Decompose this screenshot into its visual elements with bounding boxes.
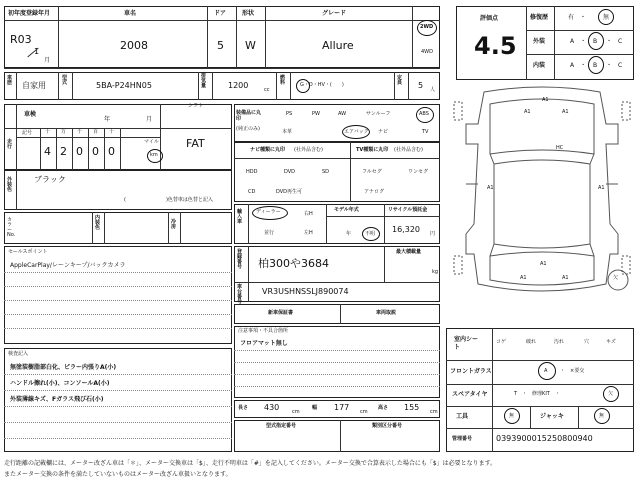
spare-tire-options: T ・ 修理KIT ・ [514,391,560,397]
tv-header: TV種類に丸印 [356,147,389,153]
jack-label: ジャッキ [540,413,564,420]
shift-label: シフト [188,103,204,109]
navi-sub: (社外品含む) [294,147,323,153]
seat-item-3: 穴 [584,339,590,345]
tools-label: 工具 [456,413,469,420]
digit-header-2: 千 [77,129,83,135]
km-unit: km [150,152,158,158]
model-value: 5BA-P24HN05 [96,81,152,90]
row2-box [4,72,440,100]
height-unit: cm [430,409,438,415]
vehicle-label: 車歴 [7,75,13,86]
displacement-value: 1200 [228,81,249,90]
warranty-box [234,304,440,324]
management-value: 0393900015250800940 [496,434,593,443]
footer-line-2: またメーター交換の条件を満たしていないものはメーター改ざん車扱いとなります。 [4,471,232,478]
equipment-sunroof: サンルーフ [366,111,391,117]
interior-options: A ・ [570,62,587,69]
inspection-year-unit: 年 [104,116,111,123]
equipment-airbag: エアバック [344,129,369,135]
inspection-month-unit: 月 [146,116,153,123]
equipment-pw: PW [312,111,320,117]
capacity-label: 定員 [397,75,403,86]
import-left: 左H [304,230,313,236]
height-label: 高さ [378,405,389,411]
width-value: 177 [334,403,350,412]
recycle-label: リサイクル預託金 [388,207,428,213]
footer-line-1: 走行距離の記載欄には、メーター改ざん車は「＊」、メーター交換車は「$」、走行不明車は「#」を記入してください。メーター交換で合算表示した場合にも「$」は必要となります。 [4,460,497,467]
first-reg-label: 初年度登録年月 [8,10,51,17]
grade-label: グレード [322,10,347,17]
equipment-tv: TV [422,129,429,135]
type-class-box [234,420,440,452]
diagram-hc: HC [556,145,564,151]
navi-cd: CD [248,189,256,195]
drive-2wd: 2WD [420,24,434,30]
diagram-mark-6: A1 [520,275,527,281]
length-label: 長さ [238,405,249,411]
front-glass-label: フロントガラス [450,368,492,375]
interior-color-label: 内装色 [95,215,101,231]
equipment-label: 装備品に丸印 [236,110,262,122]
inspector-line-1: ハンドル擦れ(小)、コンソールA(小) [10,380,110,387]
mileage-digit-0: 4 [44,145,51,158]
front-glass-options: ・ ×要交 [560,368,585,374]
tv-analog: アナログ [364,189,385,195]
recycle-value: 16,320 [392,225,420,234]
class-label: 類別区分番号 [372,423,403,429]
repair-label: 修復歴 [530,14,549,21]
equipment-aw: AW [338,111,347,117]
interior-tail: ・ C [606,62,623,69]
width-label: 幅 [312,405,318,411]
navi-hdd: HDD [246,169,258,175]
diagram-mark-5: A1 [540,261,547,267]
tv-sub: (社外品含む) [394,147,423,153]
model-year-unit: 年 [346,231,352,237]
shape-label: 形状 [242,10,255,17]
notes-line-0: フロアマット無し [240,340,288,347]
length-unit: cm [292,409,300,415]
digit-header-1: 万 [61,129,67,135]
equipment-ps: PS [286,111,293,117]
import-dealer: ディーラー [256,209,281,215]
person-unit: 人 [430,87,436,93]
width-unit: cm [360,409,368,415]
registration-label: 登録番号 [237,249,243,270]
capacity-value: 5 [418,81,424,90]
seat-item-2: 汚れ [554,339,565,345]
car-diagram [444,84,640,322]
car-name: 2008 [120,39,148,52]
shift-value: FAT [186,137,205,150]
cold-label: 冷房 [171,219,177,230]
doors-label: ドア [214,10,226,17]
mileage-label: 走行 [7,139,13,150]
mileage-digit-1: 2 [60,145,67,158]
sales-point-label: セールスポイント [8,249,48,255]
import-label: 輸入車 [237,209,243,225]
grade-value: Allure [322,39,354,52]
import-parallel: 並行 [264,230,275,236]
type-label: 型式指定番号 [266,423,297,429]
spare-tire-selected: 欠 [608,391,614,397]
equipment-sub: (純正のみ) [236,126,260,132]
navi-header: ナビ種類に丸印 [250,147,286,153]
month-unit: 月 [44,57,51,64]
equipment-leather: 本革 [282,129,293,135]
score-label: 評価点 [480,15,499,22]
diagram-mark-1: A1 [524,109,531,115]
model-year-label: モデル年式 [334,207,359,213]
repair-selected: 無 [603,14,610,21]
cc-unit: cc [264,87,270,93]
first-reg-year: R03 [10,33,32,46]
jack-selected: 無 [599,413,605,419]
warranty-label: 新車保証書 [268,310,294,316]
tv-fullseg: フルセグ [362,169,382,175]
yen-unit: 円 [430,231,436,237]
kg-unit: kg [432,269,439,275]
navi-sd: SD [322,169,330,175]
equipment-navi: ナビ [378,129,389,135]
management-label: 管理番号 [452,436,473,442]
fuel-value: G・D・HV・( ) [300,82,344,88]
registration-value: 柏300や3684 [258,257,329,270]
color-label: 外装色 [7,177,13,193]
car-name-label: 車名 [124,10,137,17]
sales-point-line-0: AppleCarPlay/レーンキープ/バックカメラ [10,262,126,269]
chassis-label: 車台番号 [237,284,243,305]
equipment-abs: ABS [419,111,429,117]
tools-selected: 無 [509,413,515,419]
score-value: 4.5 [474,32,517,60]
chassis-value: VR3USHNSSLJ890074 [262,287,349,296]
manual-label: 車両取説 [376,310,397,316]
diagram-mark-7: A1 [562,275,569,281]
color-note: ( )色替車は色替と記入 [124,197,213,203]
interior-label: 内装 [533,62,546,69]
interior-selected: B [593,62,598,69]
diagram-missing: 欠 [613,275,619,281]
exterior-options: A ・ [570,38,587,45]
interior-seat-label: 室内シート [454,336,479,351]
inspector-line-0: 無塗装樹脂部白化、ピラー内張りA(小) [10,364,117,371]
digit-header-0: 十 [45,129,51,135]
repair-options: 有 ・ [568,14,587,21]
sales-point-box [4,246,232,344]
diagram-mark-2: A1 [562,109,569,115]
inspector-label: 検査記入 [8,351,29,357]
max-load-label: 最大積載量 [396,249,422,255]
digit-header-4: 十 [109,129,115,135]
navi-dvd-play: DVD再生可 [276,189,303,195]
shape-value: W [245,39,256,52]
height-value: 155 [404,403,420,412]
fuel-label: 燃料 [280,75,286,86]
mile-unit: マイル [144,139,159,145]
mileage-digit-4: 0 [108,145,115,158]
mileage-digit-2: 0 [76,145,83,158]
diagram-mark-0: A1 [542,97,549,103]
length-value: 430 [264,403,280,412]
displacement-label: 排気量 [201,73,207,89]
drive-4wd: 4WD [421,49,433,55]
model-label: 型式 [62,75,68,86]
navi-dvd: DVD [284,169,296,175]
diagram-mark-3: A1 [487,185,494,191]
first-reg-month: 1 [34,47,40,56]
equipment-box [234,104,440,142]
color-no-label: カラーNo. [7,217,16,238]
inspection-label: 車検 [24,111,37,118]
exterior-label: 外装 [533,38,546,45]
inspector-line-2: 外装薄線キズ、Fガラス飛び石(小) [10,396,104,403]
diagram-mark-4: A1 [598,185,605,191]
exterior-tail: ・ C [606,38,623,45]
vehicle-value: 自家用 [22,81,46,90]
spare-tire-label: スペアタイヤ [452,391,488,398]
color-value: ブラック [34,175,66,184]
seat-item-4: キズ [606,339,616,345]
model-year-unknown: 不明 [365,231,376,237]
mileage-sublabel: 記号 [22,130,33,136]
exterior-selected: B [593,38,598,45]
tv-oneseg: ワンセグ [408,169,429,175]
doors-value: 5 [217,39,224,52]
seat-item-0: コゲ [496,339,507,345]
digit-header-3: 百 [93,129,99,135]
import-right: 右H [304,211,313,217]
color-no-box [4,212,232,244]
notes-label: 注意事項・不具合箇所 [238,328,289,334]
front-glass-selected: A [544,368,548,374]
mileage-digit-3: 0 [92,145,99,158]
seat-item-1: 破れ [526,339,537,345]
